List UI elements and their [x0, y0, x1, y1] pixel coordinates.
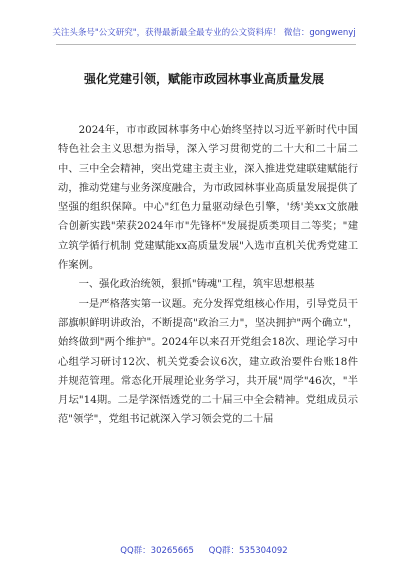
header-promo-banner: 关注头条号"公文研究"，获得最新最全最专业的公文资料库！ 微信：gongwenyj — [52, 28, 356, 38]
intro-paragraph: 2024年，市市政园林事务中心始终坚持以习近平新时代中国特色社会主义思想为指导，深入学习贯彻党的二十大和二十届二中、三中全会精神，突出党建主责主业，深入推进党建联建赋能行动，推动党建与业务深度融合，为市政园林事业高质量发展提供了坚强的组织保障。中心"红色力量驱动绿色引擎，'绣'美xx文旅融合创新实践"荣获2024年市"先锋杯"发展提质类项目二等奖；"建立筑学循行机制 党建赋能xx高质量发展"入选市直机关优秀党建工作案例。 — [58, 124, 358, 272]
footer-qq-group-1: QQ群：30265665 — [120, 546, 194, 556]
document-body — [58, 121, 358, 430]
body-paragraph: 一是严格落实第一议题。充分发挥党组核心作用，引导党员干部旗帜鲜明讲政治，不断提高"政治三力"，坚决拥护"两个确立"，始终做到"两个维护"。2024年以来召开党组会18次、理论学习中心组学习研讨12次、机关党委会议6次，建立政治要件台账18件并规范管理。常态化开展理论业务学习，共开展"周学"46次，"半月坛"14期。二是学深悟透党的二十届三中全会精神。党组成员示范"领学"，党组书记就深入学习领会党的二十届 — [58, 297, 358, 426]
document-title: 强化党建引领，赋能市政园林事业高质量发展 — [83, 72, 324, 86]
section-heading: 一、强化政治统领，狠抓"铸魂"工程，筑牢思想根基 — [78, 278, 315, 291]
footer-contact — [0, 544, 408, 556]
header-divider — [56, 44, 356, 45]
footer-qq-group-2: QQ群：535304092 — [208, 546, 288, 556]
